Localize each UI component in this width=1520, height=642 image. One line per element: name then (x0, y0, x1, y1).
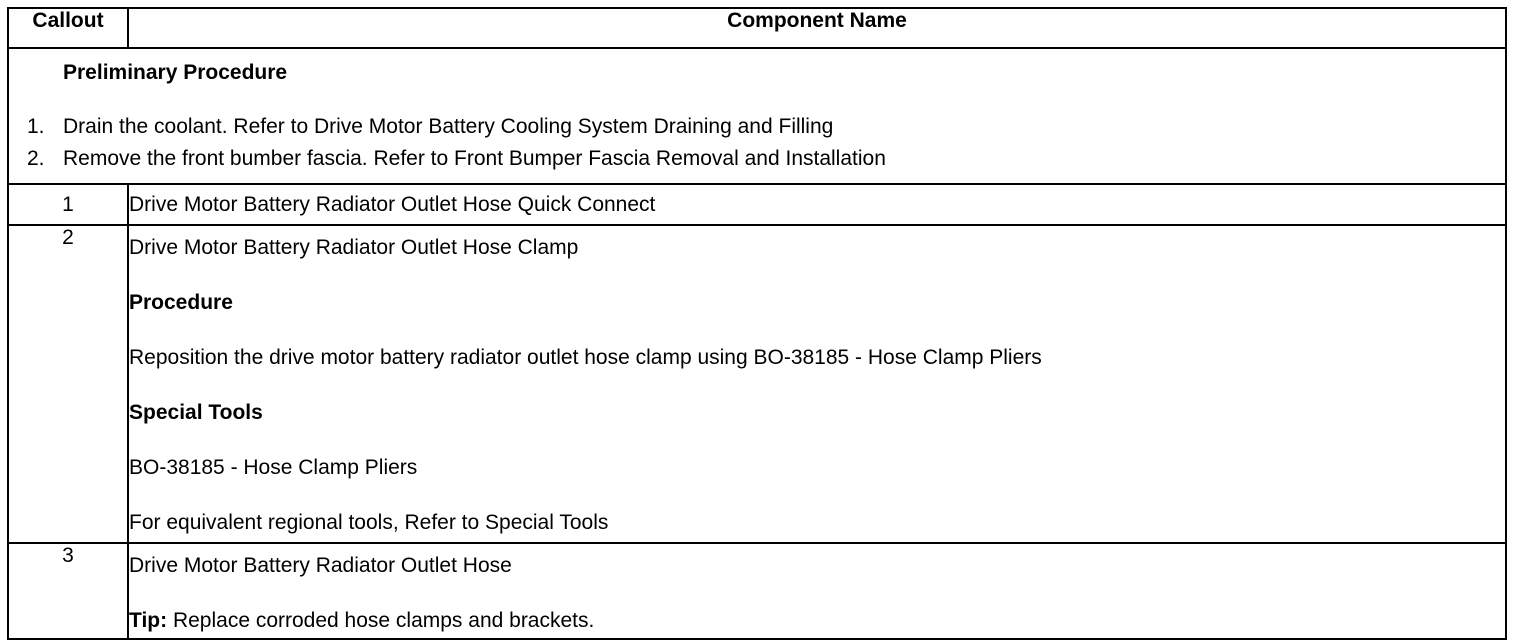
callout-number: 2 (8, 225, 128, 543)
component-name-header: Component Name (128, 8, 1506, 48)
step-text: Drain the coolant. Refer to Drive Motor Battery Cooling System Draining and Filling (63, 115, 834, 138)
component-name: Drive Motor Battery Radiator Outlet Hose Clamp (129, 236, 579, 259)
callout-number: 3 (8, 543, 128, 639)
preliminary-step-1 (27, 115, 833, 139)
preliminary-procedure (8, 48, 1506, 184)
preliminary-title: Preliminary Procedure (63, 61, 288, 84)
step-text: Remove the front bumber fascia. Refer to Front Bumper Fascia Removal and Installation (63, 147, 886, 170)
component-table (7, 7, 1507, 640)
callout-number: 1 (8, 184, 128, 225)
tip-note (129, 609, 1505, 633)
special-tools-heading: Special Tools (129, 401, 263, 424)
preliminary-step-2 (27, 147, 886, 171)
special-tool-item: BO-38185 - Hose Clamp Pliers (129, 456, 418, 479)
tip-label: Tip: (129, 609, 168, 632)
component-name: Drive Motor Battery Radiator Outlet Hose Quick Connect (128, 184, 1506, 225)
equivalent-tools-note: For equivalent regional tools, Refer to Special Tools (129, 511, 609, 534)
step-number: 1. (27, 115, 45, 138)
table-row (8, 225, 1506, 543)
component-details (128, 543, 1506, 639)
table-row (8, 543, 1506, 639)
procedure-text: Reposition the drive motor battery radiator outlet hose clamp using BO-38185 - Hose Clamp Pliers (129, 346, 1042, 369)
header-row (8, 8, 1506, 48)
component-details (128, 225, 1506, 543)
table-row (8, 184, 1506, 225)
preliminary-row (8, 48, 1506, 184)
procedure-heading: Procedure (129, 291, 233, 314)
callout-header: Callout (8, 8, 128, 48)
tip-text: Replace corroded hose clamps and brackets. (167, 609, 595, 632)
component-name: Drive Motor Battery Radiator Outlet Hose (129, 554, 512, 577)
step-number: 2. (27, 147, 45, 170)
